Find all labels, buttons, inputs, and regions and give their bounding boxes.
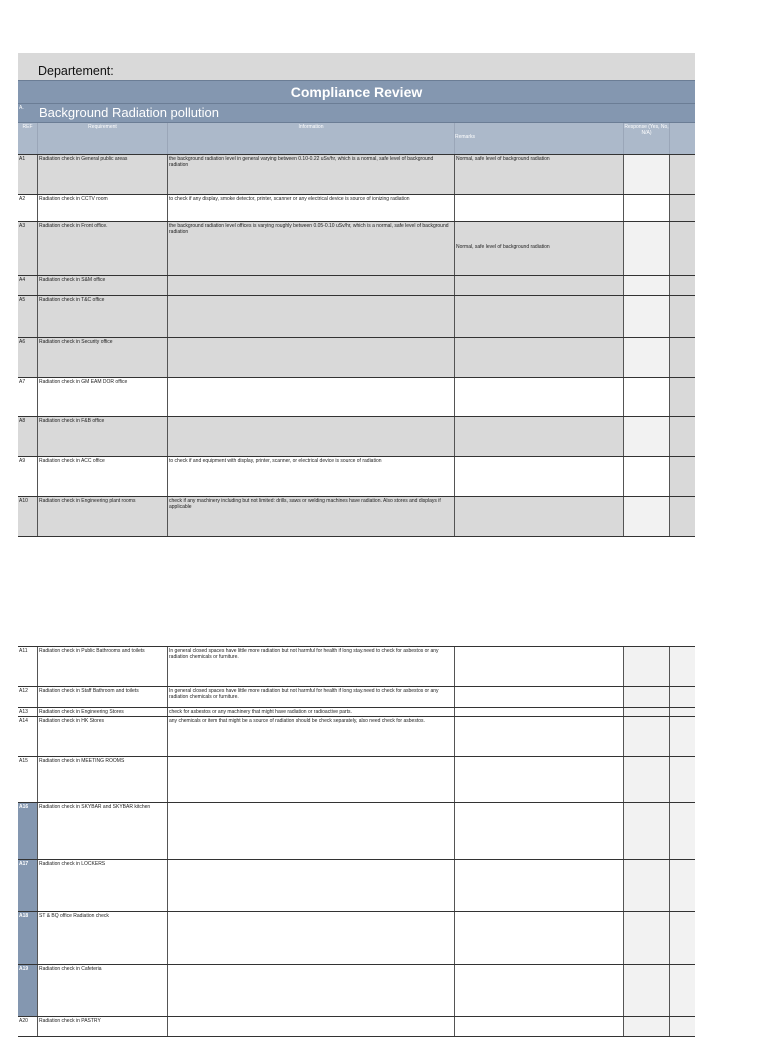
row-remarks [455,687,624,707]
response-cell[interactable] [624,195,670,221]
rows-page-2 [18,646,695,1037]
table-row [18,378,695,417]
row-requirement: Radiation check in MEETING ROOMS [38,757,168,802]
row-requirement: Radiation check in F&B office [38,417,168,456]
section-ref: A. [19,105,24,111]
table-row [18,155,695,195]
extra-cell [670,717,695,756]
table-row [18,497,695,537]
row-ref: A17 [18,860,38,911]
response-cell[interactable] [624,497,670,536]
table-row [18,417,695,457]
extra-cell [670,803,695,859]
row-ref: A6 [18,338,38,377]
row-information [168,378,455,416]
row-information [168,757,455,802]
row-remarks [455,912,624,964]
table-row [18,457,695,497]
response-cell[interactable] [624,803,670,859]
section-header [18,104,695,123]
row-requirement: Radiation check in SKYBAR and SKYBAR kitchen [38,803,168,859]
extra-cell [670,378,695,416]
row-ref: A8 [18,417,38,456]
row-information [168,803,455,859]
row-ref: A15 [18,757,38,802]
col-information-header: Information [168,123,455,154]
row-information [168,338,455,377]
table-row [18,338,695,378]
col-requirement-header: Requirement [38,123,168,154]
row-remarks [455,1017,624,1036]
extra-cell [670,647,695,686]
response-cell[interactable] [624,1017,670,1036]
row-remarks [455,276,624,295]
row-remarks [455,497,624,536]
response-cell[interactable] [624,717,670,756]
table-row [18,757,695,803]
row-requirement: Radiation check in Public Bathrooms and toilets [38,647,168,686]
row-remarks: Normal, safe level of background radiation [455,155,624,194]
row-ref: A20 [18,1017,38,1036]
extra-cell [670,757,695,802]
table-row [18,647,695,687]
response-cell[interactable] [624,647,670,686]
row-remarks [455,378,624,416]
row-ref: A18 [18,912,38,964]
row-remarks [455,803,624,859]
row-information: In general closed spaces have little more radiation but not harmful for health if long stay.need to check for asbestos or any radiation chemicals or furniture. [168,647,455,686]
table-row [18,222,695,276]
row-requirement: Radiation check in CCTV room [38,195,168,221]
extra-cell [670,296,695,337]
compliance-sheet-page-2 [18,646,695,1037]
row-ref: A11 [18,647,38,686]
row-information [168,1017,455,1036]
row-information: In general closed spaces have little more radiation but not harmful for health if long stay.need to check for asbestos or any radiation chemicals or furniture. [168,687,455,707]
extra-cell [670,860,695,911]
row-ref: A16 [18,803,38,859]
row-requirement: Radiation check in T&C office [38,296,168,337]
row-ref: A13 [18,708,38,716]
row-information: check for asbestos or any machinery that might have radiation or radioactive parts. [168,708,455,716]
row-requirement: Radiation check in LOCKERS [38,860,168,911]
response-cell[interactable] [624,912,670,964]
extra-cell [670,276,695,295]
row-ref: A14 [18,717,38,756]
row-requirement: Radiation check in HK Stores [38,717,168,756]
response-cell[interactable] [624,757,670,802]
sheet-title: Compliance Review [18,80,695,104]
response-cell[interactable] [624,708,670,716]
row-remarks [455,457,624,496]
row-requirement: ST & BQ office Radiation check [38,912,168,964]
row-remarks [455,417,624,456]
extra-cell [670,912,695,964]
row-ref: A5 [18,296,38,337]
col-response-header: Response (Yes, No, N/A) [624,123,670,154]
row-remarks [455,296,624,337]
table-row [18,912,695,965]
table-row [18,708,695,717]
row-information: the background radiation level offices is varying roughly between 0.05-0.10 uSv/hr, which is a normal, safe level of background radiation [168,222,455,275]
table-row [18,1017,695,1037]
row-remarks [455,965,624,1016]
row-requirement: Radiation check in Engineering plant rooms [38,497,168,536]
row-remarks [455,860,624,911]
row-information: check if any machinery including but not limited: drills, saws or welding machines have radiation. Also stores and displays if applicable [168,497,455,536]
row-requirement: Radiation check in ACC office [38,457,168,496]
row-ref: A10 [18,497,38,536]
row-information: any chemicals or item that might be a source of radiation should be check separately, also need check for asbestos. [168,717,455,756]
table-row [18,803,695,860]
table-row [18,687,695,708]
row-remarks [455,717,624,756]
row-ref: A7 [18,378,38,416]
response-cell[interactable] [624,276,670,295]
row-information [168,296,455,337]
response-cell[interactable] [624,296,670,337]
row-remarks [455,708,624,716]
row-remarks [455,647,624,686]
table-row [18,860,695,912]
table-row [18,717,695,757]
rows-page-1 [18,155,695,537]
department-label: Departement: [38,64,114,78]
extra-cell [670,687,695,707]
row-information [168,965,455,1016]
table-row [18,276,695,296]
extra-cell [670,338,695,377]
extra-cell [670,708,695,716]
response-cell[interactable] [624,155,670,194]
column-header-row [18,123,695,155]
row-requirement: Radiation check in Engineering Stores [38,708,168,716]
compliance-sheet-page-1 [18,53,695,537]
section-title: Background Radiation pollution [39,105,219,120]
row-ref: A3 [18,222,38,275]
col-extra-header [670,123,695,154]
table-row [18,195,695,222]
row-remarks [455,195,624,221]
row-requirement: Radiation check in Security office [38,338,168,377]
department-bar [18,53,695,80]
response-cell[interactable] [624,338,670,377]
extra-cell [670,497,695,536]
response-cell[interactable] [624,860,670,911]
response-cell[interactable] [624,417,670,456]
row-ref: A12 [18,687,38,707]
row-requirement: Radiation check in Front office. [38,222,168,275]
extra-cell [670,222,695,275]
row-information [168,417,455,456]
row-requirement: Radiation check in GM EAM DOR office [38,378,168,416]
row-ref: A19 [18,965,38,1016]
row-information: the background radiation level in general varying between 0.10-0.22 uSv/hr, which is a normal, safe level of background radiation [168,155,455,194]
row-information: to check if and equipment with display, printer, scanner, or electrical device is source of radiation [168,457,455,496]
response-cell[interactable] [624,222,670,275]
table-row [18,296,695,338]
row-ref: A9 [18,457,38,496]
table-row [18,965,695,1017]
row-requirement: Radiation check in PASTRY [38,1017,168,1036]
row-information [168,912,455,964]
response-cell[interactable] [624,687,670,707]
col-remarks-header: Remarks [455,123,624,154]
row-requirement: Radiation check in Cafeteria [38,965,168,1016]
row-ref: A4 [18,276,38,295]
extra-cell [670,457,695,496]
col-ref-header: REF [18,123,38,154]
response-cell[interactable] [624,378,670,416]
row-information [168,860,455,911]
extra-cell [670,155,695,194]
response-cell[interactable] [624,457,670,496]
row-requirement: Radiation check in Staff Bathroom and toilets [38,687,168,707]
extra-cell [670,195,695,221]
row-remarks: Normal, safe level of background radiation [455,222,624,275]
extra-cell [670,965,695,1016]
row-requirement: Radiation check in General public areas [38,155,168,194]
row-remarks [455,338,624,377]
row-information: to check if any display, smoke detector, printer, scanner or any electrical device is source of ionizing radiation [168,195,455,221]
row-requirement: Radiation check in S&M office [38,276,168,295]
extra-cell [670,1017,695,1036]
row-information [168,276,455,295]
row-ref: A2 [18,195,38,221]
row-ref: A1 [18,155,38,194]
extra-cell [670,417,695,456]
response-cell[interactable] [624,965,670,1016]
row-remarks [455,757,624,802]
